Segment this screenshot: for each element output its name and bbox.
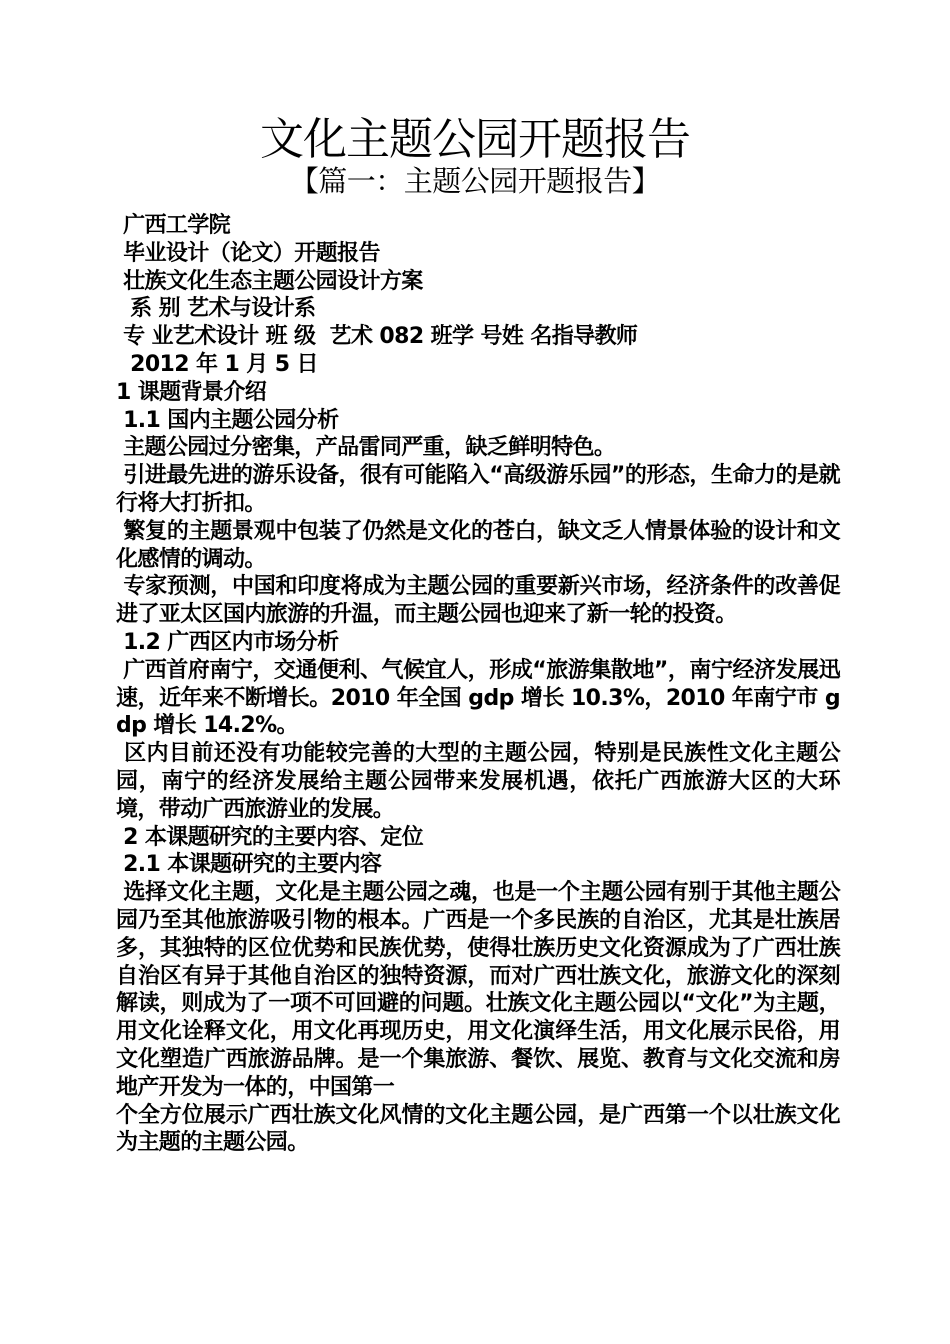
department-line: 系 别 艺术与设计系: [116, 296, 316, 322]
paragraph: 繁复的主题景观中包装了仍然是文化的苍白，缺文乏人情景体验的设计和文化感情的调动。: [116, 518, 841, 572]
document-title: 文化主题公园开题报告: [260, 114, 690, 165]
paragraph: 广西首府南宁，交通便利、气候宜人，形成“旅游集散地”，南宁经济发展迅速，近年来不断增长。2010 年全国 gdp 增长 10.3%，2010 年南宁市 gdp 增长 14.2%。: [116, 657, 841, 739]
document-body: [116, 212, 840, 1157]
paragraph: 选择文化主题，文化是主题公园之魂，也是一个主题公园有别于其他主题公园乃至其他旅游吸引物的根本。广西是一个多民族的自治区，尤其是壮族居多，其独特的区位优势和民族优势，使得壮族历史文化资源成为了广西壮族自治区有异于其他自治区的独特资源，而对广西壮族文化，旅游文化的深刻解读，则成为了一项不可回避的问题。壮族文化主题公园以“文化”为主题，用文化诠释文化，用文化再现历史，用文化演绎生活，用文化展示民俗，用文化塑造广西旅游品牌。是一个集旅游、餐饮、展览、教育与文化交流和房地产开发为一体的，中国第一: [116, 880, 841, 1100]
paragraph: 专家预测，中国和印度将成为主题公园的重要新兴市场，经济条件的改善促进了亚太区国内旅游的升温，而主题公园也迎来了新一轮的投资。: [116, 574, 841, 628]
paragraph: 引进最先进的游乐设备，很有可能陷入“高级游乐园”的形态，生命力的是就行将大打折扣。: [116, 463, 841, 516]
project-title: 壮族文化生态主题公园设计方案: [116, 268, 423, 294]
document-subtitle: 【篇一：主题公园开题报告】: [289, 164, 661, 198]
report-type: 毕业设计（论文）开题报告: [116, 240, 380, 266]
subsection-heading-2-1: 2.1 本课题研究的主要内容: [116, 852, 382, 878]
subsection-heading-1-1: 1.1 国内主题公园分析: [116, 407, 339, 433]
subsection-heading-1-2: 1.2 广西区内市场分析: [116, 629, 339, 655]
section-heading-2: 2 本课题研究的主要内容、定位: [116, 824, 424, 850]
paragraph: 个全方位展示广西壮族文化风情的文化主题公园，是广西第一个以壮族文化为主题的主题公园。: [116, 1102, 840, 1156]
paragraph: 主题公园过分密集，产品雷同严重，缺乏鲜明特色。: [116, 435, 616, 461]
major-class-line: 专 业艺术设计 班 级 艺术 082 班学 号姓 名指导教师: [116, 324, 638, 350]
paragraph: 区内目前还没有功能较完善的大型的主题公园，特别是民族性文化主题公园，南宁的经济发展给主题公园带来发展机遇，依托广西旅游大区的大环境，带动广西旅游业的发展。: [116, 741, 841, 822]
date-line: 2012 年 1 月 5 日: [116, 351, 318, 377]
section-heading-1: 1 课题背景介绍: [116, 379, 267, 405]
school-name: 广西工学院: [116, 213, 231, 238]
